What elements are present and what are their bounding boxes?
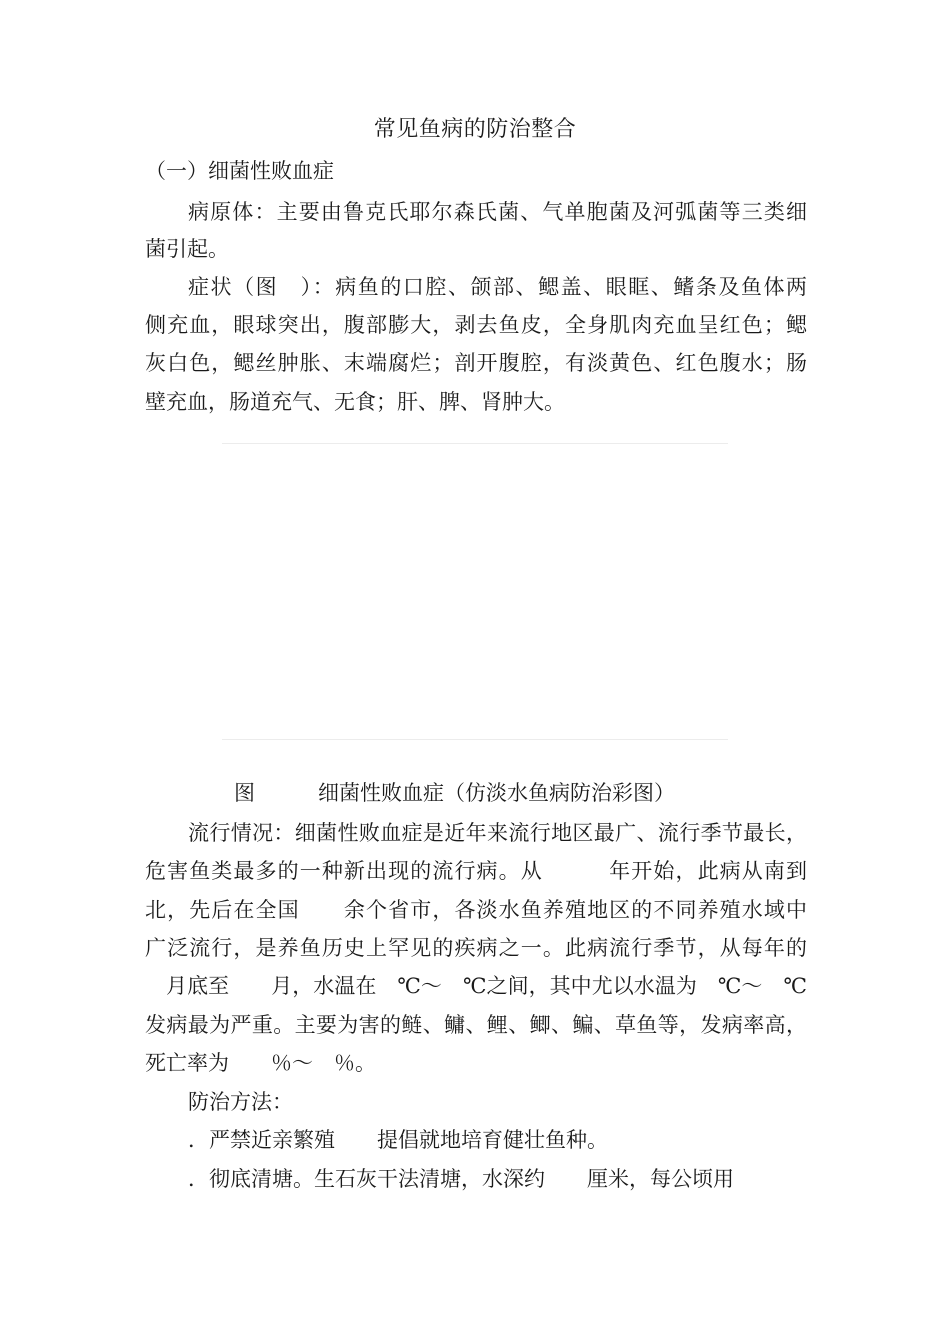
epidemic-line-6: 发病最为严重。主要为害的鲢、鳙、鲤、鲫、鳊、草鱼等，发病率高， [145, 1013, 807, 1037]
epidemic-line-7: 死亡率为 ％～ ％。 [145, 1051, 376, 1075]
figure-placeholder [222, 443, 728, 740]
pathogen-line-2: 菌引起。 [145, 237, 229, 261]
epidemic-line-5: 月底至 月，水温在 ℃～ ℃之间，其中尤以水温为 ℃～ ℃ [145, 974, 807, 998]
pathogen-line-1: 病原体：主要由鲁克氏耶尔森氏菌、气单胞菌及河弧菌等三类细 [188, 200, 807, 224]
epidemic-line-2: 危害鱼类最多的一种新出现的流行病。从 年开始，此病从南到 [145, 859, 807, 883]
epidemic-line-4: 广泛流行，是养鱼历史上罕见的疾病之一。此病流行季节，从每年的 [145, 936, 807, 960]
section-heading: （一）细菌性败血症 [145, 159, 334, 183]
document-title: 常见鱼病的防治整合 [373, 117, 577, 142]
prevention-item-1: ．严禁近亲繁殖 提倡就地培育健壮鱼种。 [188, 1128, 608, 1152]
prevention-item-2: ．彻底清塘。生石灰干法清塘，水深约 厘米，每公顷用 [188, 1167, 734, 1191]
symptoms-line-4: 壁充血，肠道充气、无食；肝、脾、肾肿大。 [145, 390, 565, 414]
figure-caption: 细菌性败血症（仿淡水鱼病防治彩图） [318, 781, 675, 805]
symptoms-line-2: 侧充血，眼球突出，腹部膨大，剥去鱼皮，全身肌肉充血呈红色；鳃 [145, 313, 807, 337]
epidemic-line-1: 流行情况：细菌性败血症是近年来流行地区最广、流行季节最长， [188, 821, 807, 845]
symptoms-line-1: 症状（图 ）：病鱼的口腔、颌部、鳃盖、眼眶、鳍条及鱼体两 [188, 275, 807, 299]
figure-label: 图 [234, 781, 255, 805]
prevention-heading: 防治方法： [188, 1090, 293, 1114]
symptoms-line-3: 灰白色，鳃丝肿胀、末端腐烂；剖开腹腔，有淡黄色、红色腹水；肠 [145, 351, 807, 375]
epidemic-line-3: 北，先后在全国 余个省市，各淡水鱼养殖地区的不同养殖水域中 [145, 898, 807, 922]
